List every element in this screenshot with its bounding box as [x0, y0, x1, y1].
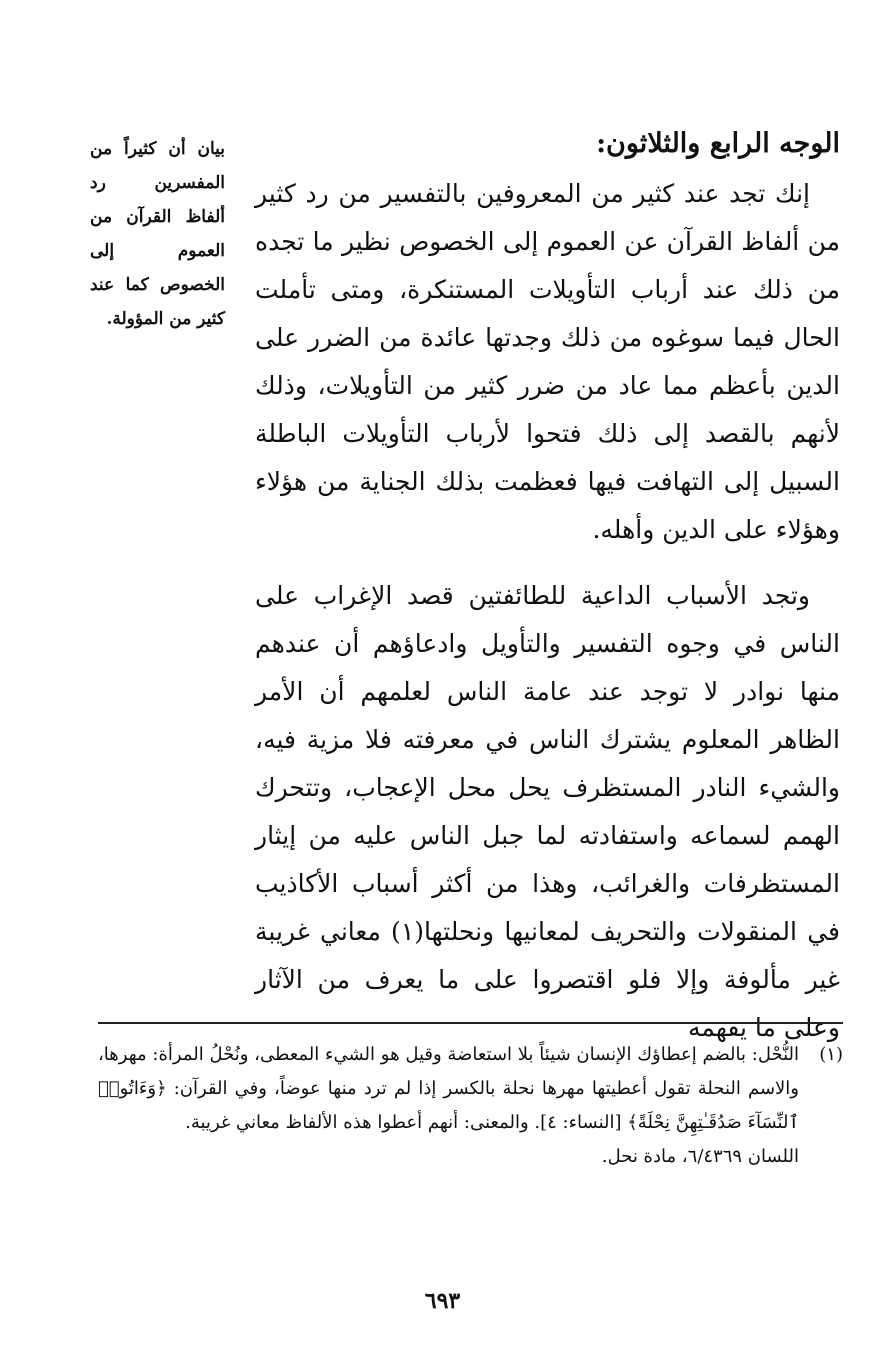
- paragraph-1: إنك تجد عند كثير من المعروفين بالتفسير من رد كثير من ألفاظ القرآن عن العموم إلى الخصوص نظير ما تجده من ذلك عند أرباب التأويلات المستنكرة، ومتى تأملت الحال فيما سوغوه من ذلك وجدتها عائدة من الضرر على الدين بأعظم مما عاد من ضرر كثير من التأويلات، وذلك لأنهم بالقصد إلى ذلك فتحوا لأرباب التأويلات الباطلة السبيل إلى التهافت فيها فعظمت بذلك الجناية من هؤلاء وهؤلاء على الدين وأهله.: [255, 179, 840, 544]
- footnote-reference: اللسان ٦/٤٣٦٩، مادة نحل.: [601, 1146, 799, 1167]
- footnote-number: (١): [819, 1044, 843, 1065]
- footnote-divider: [98, 1022, 843, 1024]
- margin-note: بيان أن كثيراً من المفسرين رد ألفاظ القرآن من العموم إلى الخصوص كما عند كثير من المؤولة.: [90, 139, 225, 329]
- paragraph-2: وتجد الأسباب الداعية للطائفتين قصد الإغراب على الناس في وجوه التفسير والتأويل وادعاؤهم أن عندهم منها نوادر لا توجد عند عامة الناس لعلمهم أن الأمر الظاهر المعلوم يشترك الناس في معرفته فلا مزية فيه، والشيء النادر المستظرف يحل محل الإعجاب، وتتحرك الهمم لسماعه واستفادته لما جبل الناس عليه من إيثار المستظرفات والغرائب، وهذا من أكثر أسباب الأكاذيب في المنقولات والتحريف لمعانيها ونحلتها(١) معاني غريبة غير مألوفة وإلا فلو اقتصروا على ما يعرف من الآثار وعلى ما يفهمه: [255, 581, 841, 1042]
- main-text-column: [255, 118, 840, 1052]
- footnote: [98, 1038, 843, 1140]
- section-heading: الوجه الرابع والثلاثون:: [596, 128, 840, 159]
- page-number: ٦٩٣: [424, 1288, 461, 1314]
- footnote-text: النُّحْل: بالضم إعطاؤك الإنسان شيئاً بلا استعاضة وقيل هو الشيء المعطى، ونُحْلُ المرأة: مهرها، والاسم النحلة تقول أعطيتها مهرها نحلة بالكسر إذا لم ترد منها عوضاً، وفي القرآن: ﴿وَءَاتُوا۟ ٱلنِّسَآءَ صَدُقَـٰتِهِنَّ نِحْلَةً﴾ [النساء: ٤]. والمعنى: أنهم أعطوا هذه الألفاظ معاني غريبة.: [98, 1044, 799, 1133]
- footnotes: [98, 1038, 843, 1174]
